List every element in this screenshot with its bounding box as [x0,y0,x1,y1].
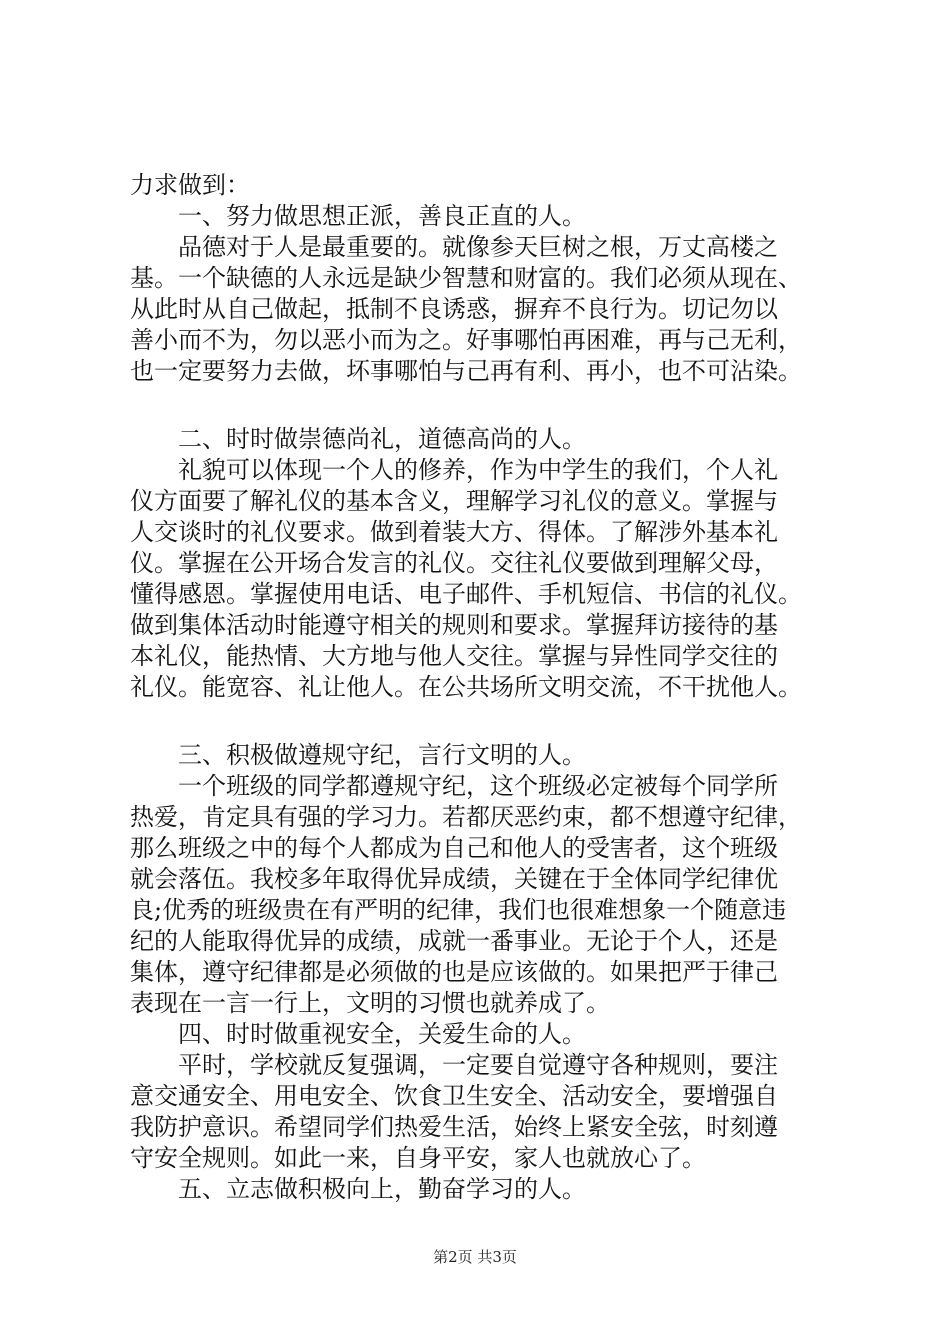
text-line: 仪。掌握在公开场合发言的礼仪。交往礼仪要做到理解父母， [130,549,778,577]
text-line: 集体，遵守纪律都是必须做的也是应该做的。如果把严于律己 [130,958,778,986]
paragraph-first-line: 平时，学校就反复强调，一定要自觉遵守各种规则，要注 [178,1051,778,1079]
paragraph-gap [130,703,840,740]
paragraph-first-line: 一、努力做思想正派，善良正直的人。 [178,202,586,230]
page-footer [0,1246,950,1267]
text-line: 做到集体活动时能遵守相关的规则和要求。掌握拜访接待的基 [130,611,778,639]
text-line: 我防护意识。希望同学们热爱生活，始终上紧安全弦，时刻遵 [130,1113,778,1141]
paragraph-first-line: 三、积极做遵规守纪，言行文明的人。 [178,741,586,769]
text-line: 守安全规则。如此一来，自身平安，家人也就放心了。 [130,1144,706,1172]
paragraph-first-line: 一个班级的同学都遵规守纪，这个班级必定被每个同学所 [178,772,778,800]
paragraph-first-line: 五、立志做积极向上，勤奋学习的人。 [178,1175,586,1203]
page-number-label: 第2页 共3页 [433,1248,517,1266]
text-line: 人交谈时的礼仪要求。做到着装大方、得体。了解涉外基本礼 [130,518,778,546]
text-line: 善小而不为，勿以恶小而为之。好事哪怕再困难，再与己无利， [130,326,802,354]
text-line: 从此时从自己做起，抵制不良诱惑，摒弃不良行为。切记勿以 [130,295,778,323]
text-line: 基。一个缺德的人永远是缺少智慧和财富的。我们必须从现在、 [130,264,802,292]
text-line: 也一定要努力去做，坏事哪怕与己再有利、再小，也不可沾染。 [130,357,802,385]
text-line: 意交通安全、用电安全、饮食卫生安全、活动安全，要增强自 [130,1082,778,1110]
text-line: 热爱，肯定具有强的学习力。若都厌恶约束，都不想遵守纪律， [130,803,802,831]
text-line: 懂得感恩。掌握使用电话、电子邮件、手机短信、书信的礼仪。 [130,580,802,608]
paragraph-first-line: 二、时时做崇德尚礼，道德高尚的人。 [178,425,586,453]
text-line: 纪的人能取得优异的成绩，成就一番事业。无论于个人，还是 [130,927,778,955]
paragraph-gap [130,387,840,424]
paragraph-first-line: 四、时时做重视安全，关爱生命的人。 [178,1020,586,1048]
text-line: 仪方面要了解礼仪的基本含义，理解学习礼仪的意义。掌握与 [130,487,778,515]
document-body [130,170,840,1205]
text-line: 就会落伍。我校多年取得优异成绩，关键在于全体同学纪律优 [130,865,778,893]
text-line: 表现在一言一行上，文明的习惯也就养成了。 [130,989,610,1017]
text-line: 力求做到： [130,171,250,199]
text-line: 那么班级之中的每个人都成为自己和他人的受害者，这个班级 [130,834,778,862]
paragraph-first-line: 品德对于人是最重要的。就像参天巨树之根，万丈高楼之 [178,233,778,261]
text-line: 礼仪。能宽容、礼让他人。在公共场所文明交流，不干扰他人。 [130,673,802,701]
paragraph-first-line: 礼貌可以体现一个人的修养，作为中学生的我们，个人礼 [178,456,778,484]
text-line: 本礼仪，能热情、大方地与他人交往。掌握与异性同学交往的 [130,642,778,670]
text-line: 良;优秀的班级贵在有严明的纪律，我们也很难想象一个随意违 [130,896,787,924]
